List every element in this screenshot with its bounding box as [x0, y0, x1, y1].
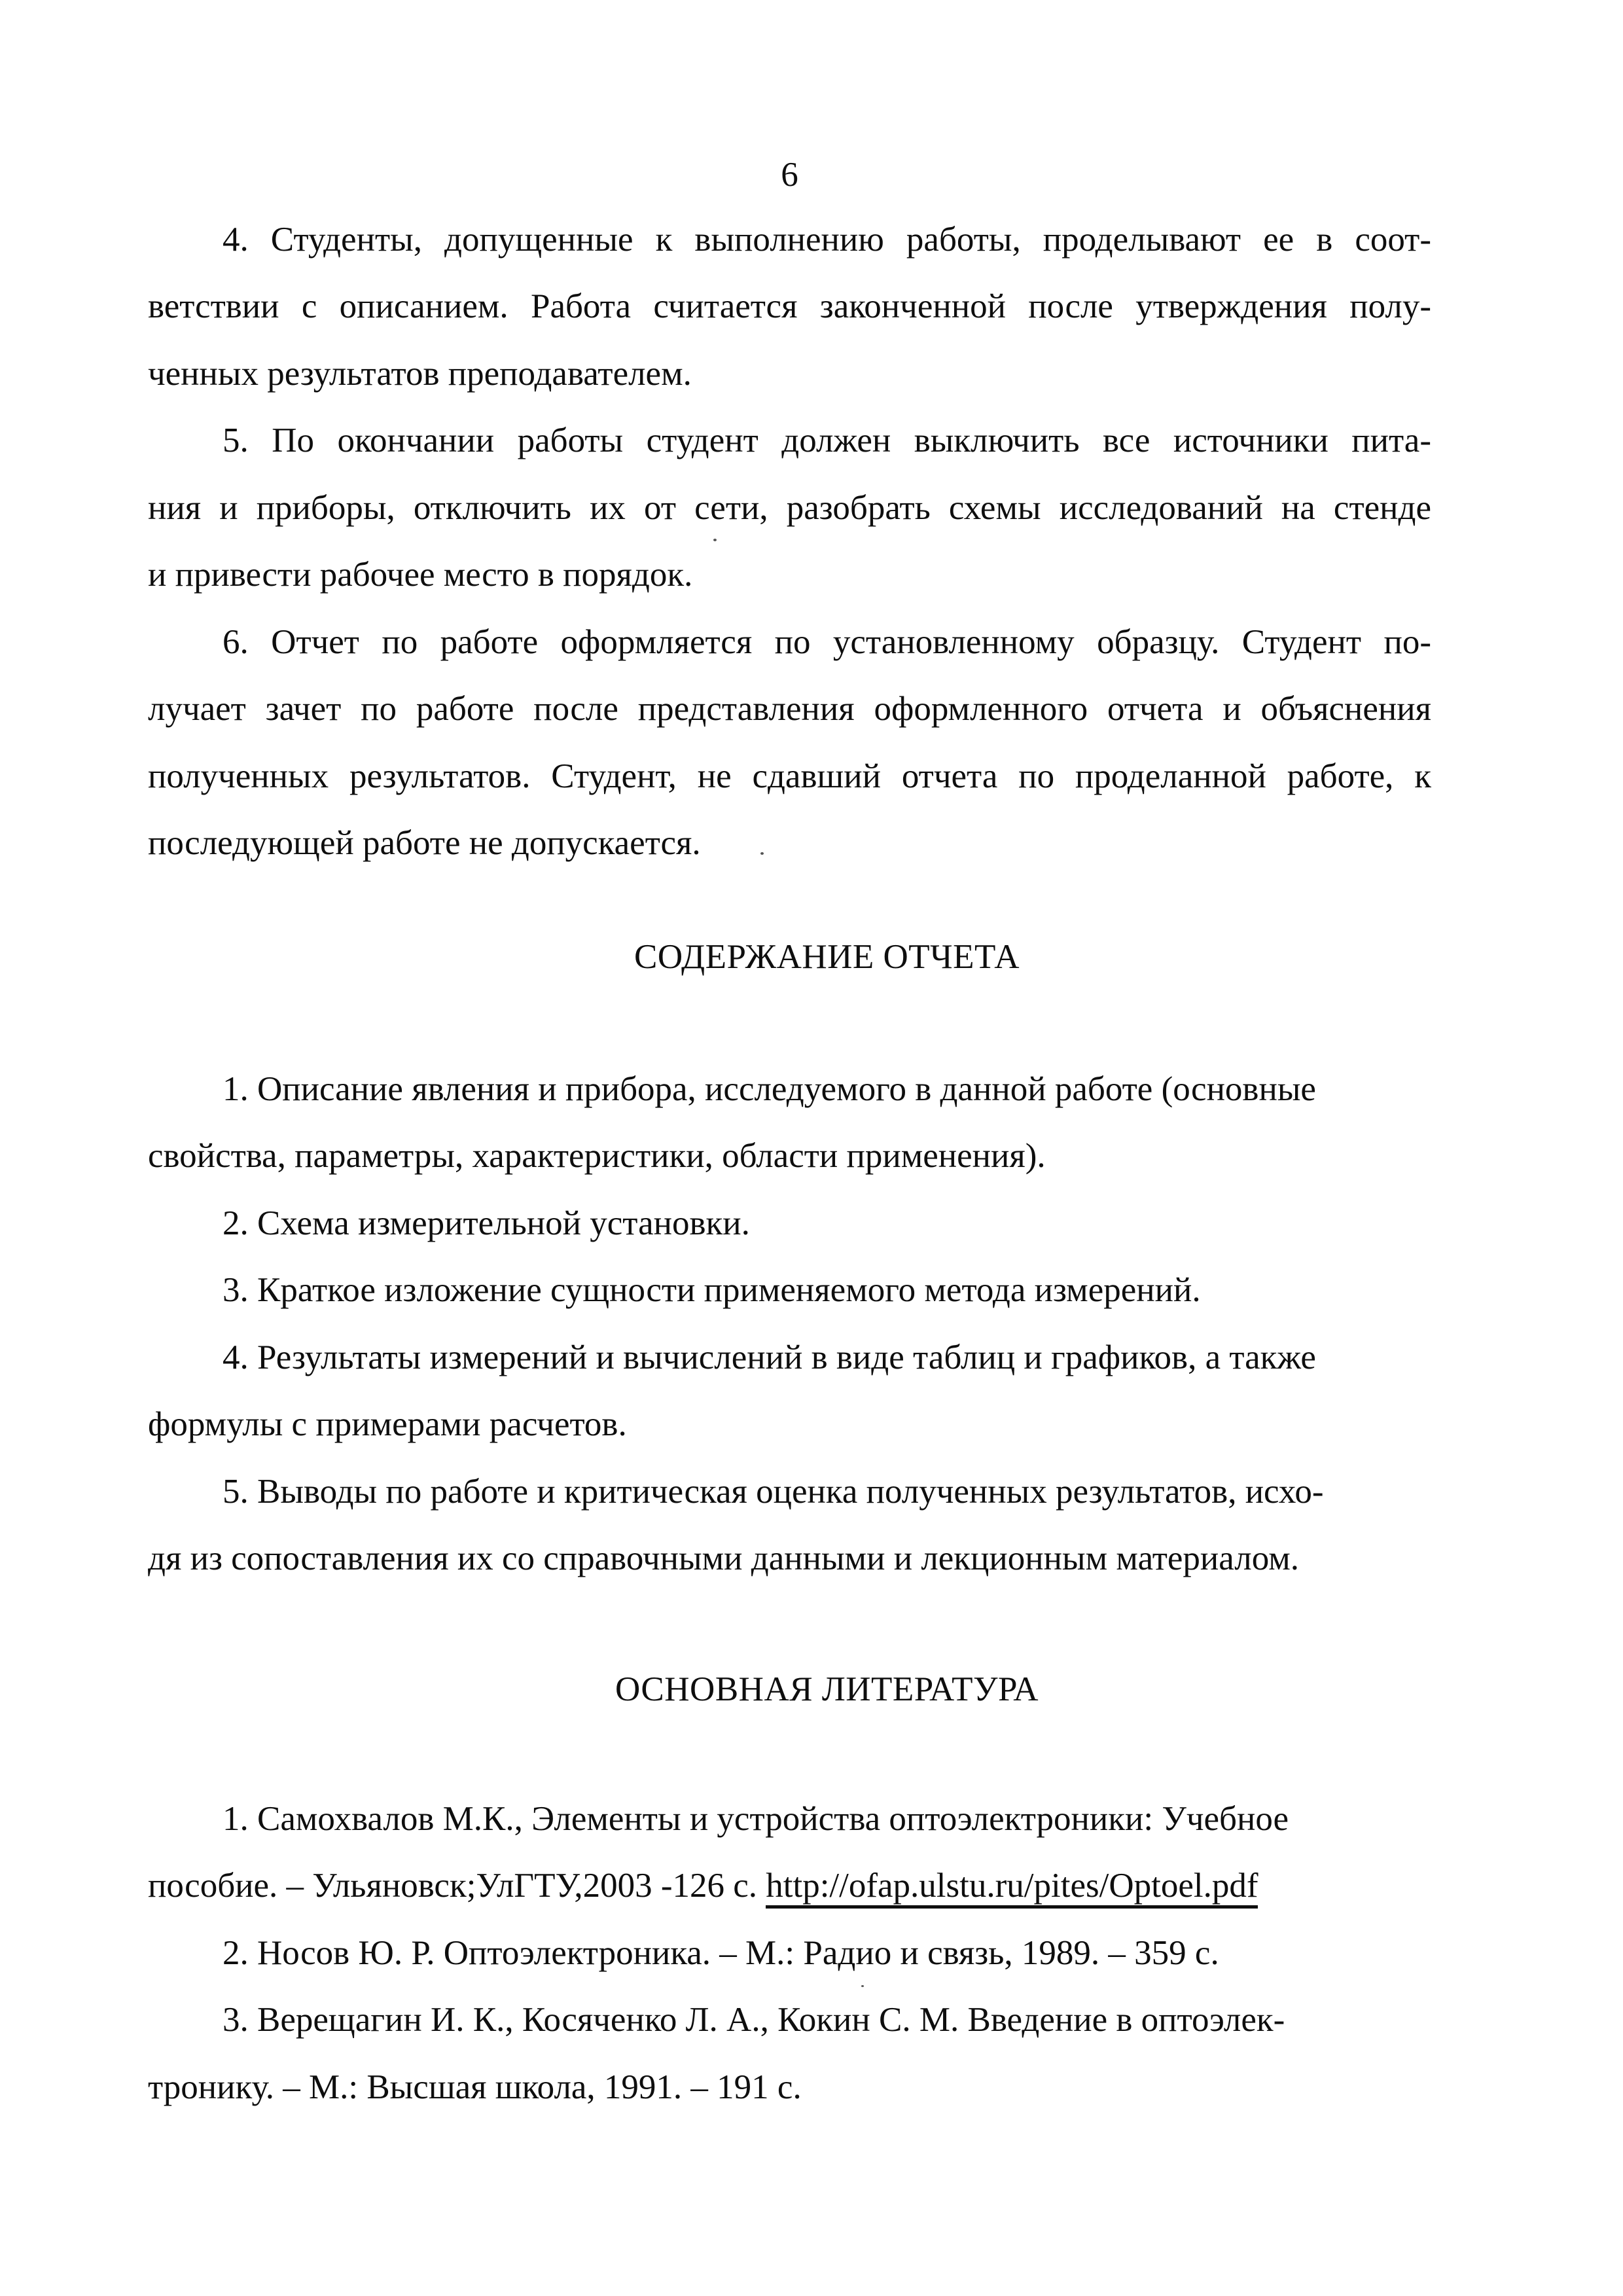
reference-line: тронику. – М.: Высшая школа, 1991. – 191 с.	[148, 2068, 802, 2106]
paragraph-line: последующей работе не допускается.	[148, 824, 701, 862]
scan-speck	[713, 539, 717, 541]
list-item-line: 5. Выводы по работе и критическая оценка полученных результатов, исхо-	[223, 1473, 1324, 1511]
reference-line: 1. Самохвалов М.К., Элементы и устройства оптоэлектроники: Учебное	[223, 1800, 1289, 1838]
paragraph-line: 4. Студенты, допущенные к выполнению работы, проделывают ее в соот-	[223, 221, 1431, 259]
list-item-line: 3. Краткое изложение сущности применяемого метода измерений.	[223, 1271, 1201, 1309]
reference-text: пособие. – Ульяновск;УлГТУ,2003 -126 с.	[148, 1867, 766, 1905]
reference-line: 3. Верещагин И. К., Косяченко Л. А., Кокин С. М. Введение в оптоэлек-	[223, 2001, 1285, 2039]
reference-link[interactable]: http://ofap.ulstu.ru/pites/Optoel.pdf	[766, 1867, 1258, 1909]
paragraph-line: полученных результатов. Студент, не сдавший отчета по проделанной работе, к	[148, 757, 1431, 795]
list-item-line: формулы с примерами расчетов.	[148, 1405, 627, 1443]
reference-line: 2. Носов Ю. Р. Оптоэлектроника. – М.: Радио и связь, 1989. – 359 с.	[223, 1934, 1219, 1972]
scan-speck	[760, 852, 764, 855]
section-heading-literature: ОСНОВНАЯ ЛИТЕРАТУРА	[615, 1670, 1039, 1708]
list-item-line: 2. Схема измерительной установки.	[223, 1204, 750, 1242]
reference-line	[148, 1852, 1431, 1919]
list-item-line: 4. Результаты измерений и вычислений в виде таблиц и графиков, а также	[223, 1338, 1316, 1376]
page-number: 6	[781, 156, 798, 194]
section-heading-report-contents: СОДЕРЖАНИЕ ОТЧЕТА	[633, 938, 1020, 976]
list-item-line: 1. Описание явления и прибора, исследуемого в данной работе (основные	[223, 1070, 1316, 1108]
paragraph-line: лучает зачет по работе после представления оформленного отчета и объяснения	[148, 690, 1431, 728]
scan-speck	[861, 1985, 864, 1987]
paragraph-line: 5. По окончании работы студент должен выключить все источники пита-	[223, 422, 1431, 459]
list-item-line: свойства, параметры, характеристики, области применения).	[148, 1137, 1046, 1175]
paragraph-line: 6. Отчет по работе оформляется по установленному образцу. Студент по-	[223, 623, 1431, 661]
paragraph-line: и привести рабочее место в порядок.	[148, 556, 693, 594]
paragraph-line: ветствии с описанием. Работа считается законченной после утверждения полу-	[148, 287, 1431, 325]
paragraph-line: ния и приборы, отключить их от сети, разобрать схемы исследований на стенде	[148, 489, 1431, 527]
list-item-line: дя из сопоставления их со справочными данными и лекционным материалом.	[148, 1539, 1299, 1577]
paragraph-line: ченных результатов преподавателем.	[148, 355, 692, 393]
